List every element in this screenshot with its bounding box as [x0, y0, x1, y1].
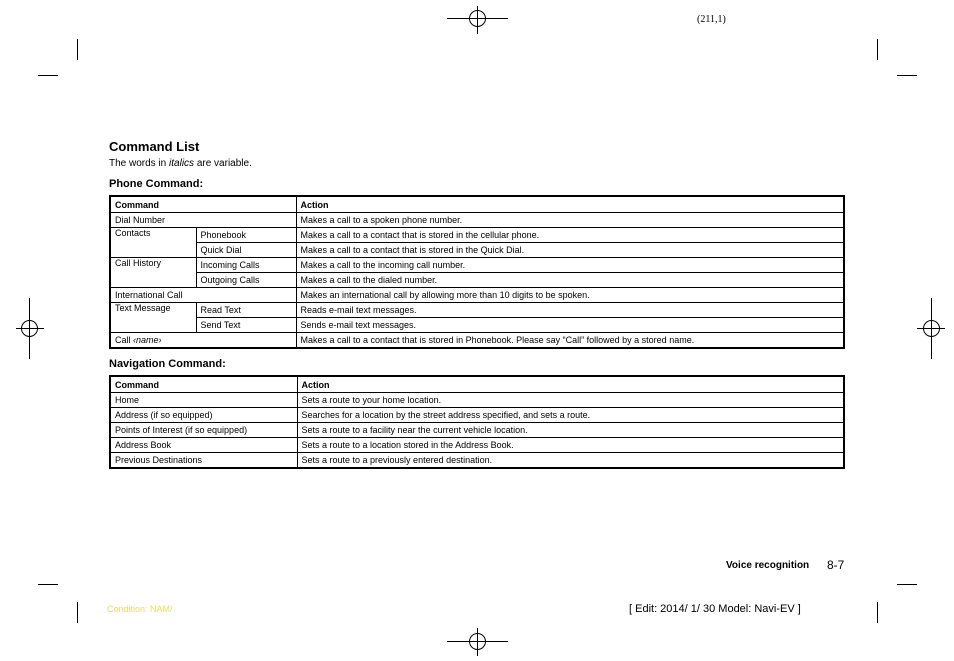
- navigation-command-table: [109, 375, 845, 469]
- column-header-command: Command: [110, 376, 297, 393]
- action-cell: Sets a route to a location stored in the Address Book.: [297, 438, 844, 453]
- column-header-action: Action: [296, 196, 844, 213]
- table-row: [110, 423, 844, 438]
- table-row: [110, 228, 844, 243]
- subcommand-cell: Phonebook: [196, 228, 296, 243]
- phone-command-heading: Phone Command:: [109, 178, 204, 190]
- table-row: [110, 258, 844, 273]
- table-row: [110, 243, 844, 258]
- table-row: [110, 273, 844, 288]
- command-cell: Previous Destinations: [110, 453, 297, 469]
- edit-info: [ Edit: 2014/ 1/ 30 Model: Navi-EV ]: [629, 603, 801, 615]
- call-command-text: Call: [115, 335, 134, 345]
- table-header-row: [110, 376, 844, 393]
- command-cell: Contacts: [110, 228, 196, 258]
- command-cell: Call History: [110, 258, 196, 288]
- navigation-command-heading: Navigation Command:: [109, 358, 226, 370]
- action-cell: Makes a call to the incoming call number.: [296, 258, 844, 273]
- action-cell: Sets a route to your home location.: [297, 393, 844, 408]
- subcommand-cell: Read Text: [196, 303, 296, 318]
- action-cell: Sets a route to a previously entered destination.: [297, 453, 844, 469]
- command-cell: Home: [110, 393, 297, 408]
- column-header-command: Command: [110, 196, 296, 213]
- command-cell: Points of Interest (if so equipped): [110, 423, 297, 438]
- action-cell: Makes a call to a spoken phone number.: [296, 213, 844, 228]
- footer-section-name: Voice recognition: [726, 560, 810, 571]
- section-title: Command List: [109, 139, 200, 154]
- table-row: [110, 333, 844, 349]
- column-header-action: Action: [297, 376, 844, 393]
- action-cell: Makes a call to a contact that is stored in the cellular phone.: [296, 228, 844, 243]
- page-reference: (211,1): [697, 14, 726, 25]
- action-cell: Searches for a location by the street address specified, and sets a route.: [297, 408, 844, 423]
- table-header-row: [110, 196, 844, 213]
- command-cell: Dial Number: [110, 213, 296, 228]
- action-cell: Makes a call to a contact that is stored in Phonebook. Please say “Call” followed by a stored name.: [296, 333, 844, 349]
- action-cell: Makes a call to a contact that is stored in the Quick Dial.: [296, 243, 844, 258]
- table-row: [110, 453, 844, 469]
- subtitle-italic-word: italics: [169, 158, 195, 169]
- subcommand-cell: Send Text: [196, 318, 296, 333]
- table-row: [110, 393, 844, 408]
- table-row: [110, 288, 844, 303]
- name-variable: ‹name›: [133, 335, 162, 345]
- subcommand-cell: Incoming Calls: [196, 258, 296, 273]
- footer-page-number: 8-7: [827, 558, 845, 572]
- table-row: [110, 303, 844, 318]
- phone-command-table: [109, 195, 845, 349]
- command-cell: Address Book: [110, 438, 297, 453]
- command-cell: Address (if so equipped): [110, 408, 297, 423]
- command-cell: [110, 333, 296, 349]
- action-cell: Makes an international call by allowing more than 10 digits to be spoken.: [296, 288, 844, 303]
- subcommand-cell: Outgoing Calls: [196, 273, 296, 288]
- subtitle-text-post: are variable.: [194, 158, 252, 169]
- action-cell: Sets a route to a facility near the current vehicle location.: [297, 423, 844, 438]
- action-cell: Reads e-mail text messages.: [296, 303, 844, 318]
- table-row: [110, 408, 844, 423]
- table-row: [110, 213, 844, 228]
- table-row: [110, 438, 844, 453]
- section-subtitle: [109, 158, 252, 169]
- condition-note: Condition: NAM/: [107, 604, 173, 614]
- action-cell: Sends e-mail text messages.: [296, 318, 844, 333]
- table-row: [110, 318, 844, 333]
- action-cell: Makes a call to the dialed number.: [296, 273, 844, 288]
- command-cell: Text Message: [110, 303, 196, 333]
- subtitle-text-pre: The words in: [109, 158, 170, 169]
- subcommand-cell: Quick Dial: [196, 243, 296, 258]
- command-cell: International Call: [110, 288, 296, 303]
